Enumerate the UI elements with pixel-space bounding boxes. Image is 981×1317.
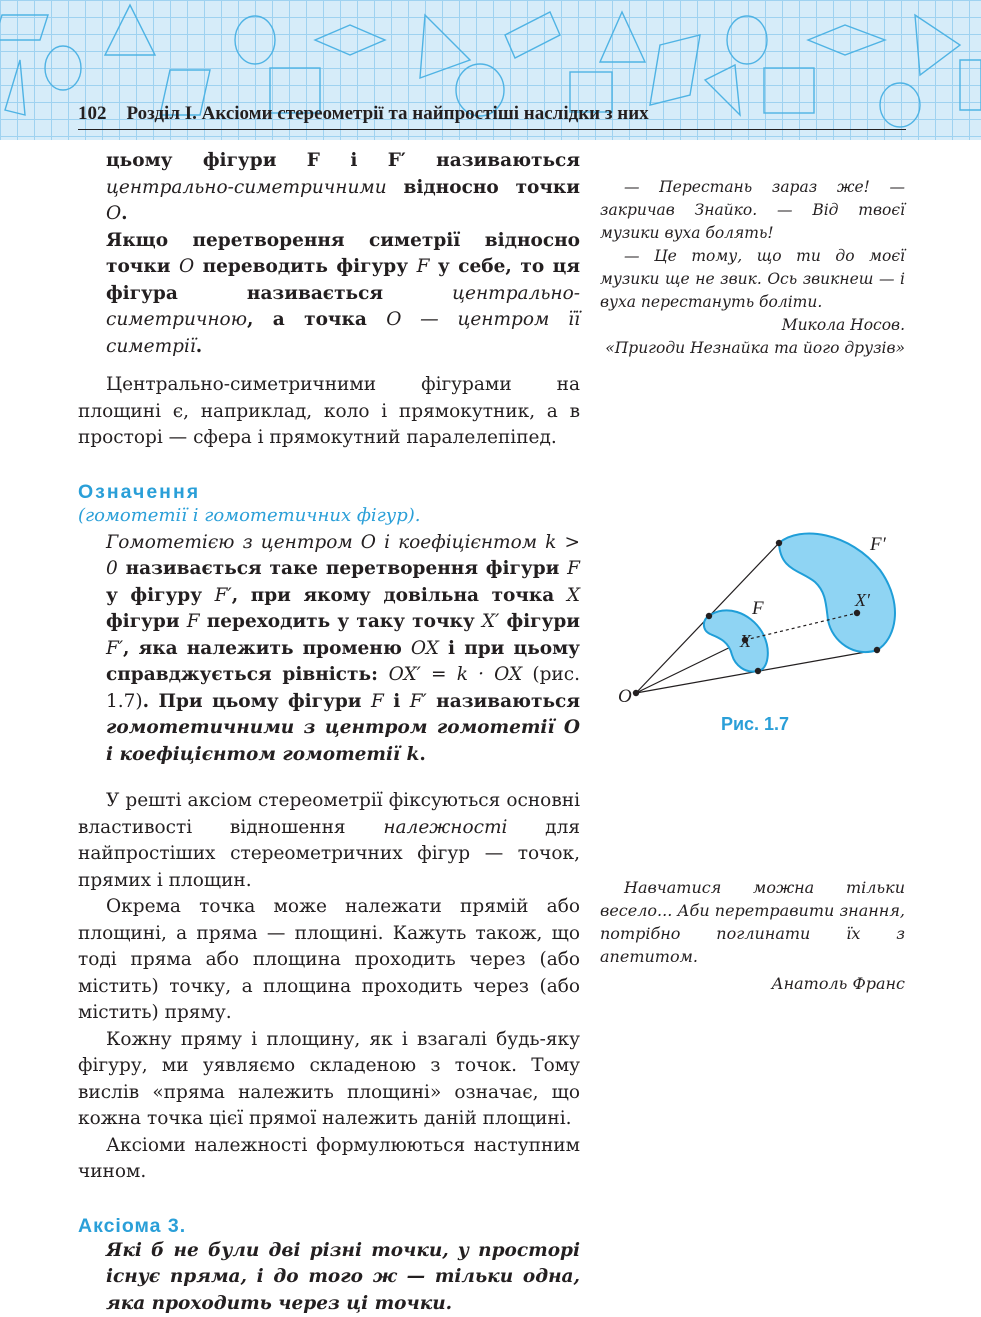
intro-text: . (196, 336, 202, 357)
definition-subtitle: (гомотетії і гомотетичних фігур). (78, 504, 580, 528)
def-text: називається таке перетворення фігури (118, 558, 567, 579)
page-number: 102 (78, 103, 107, 124)
paragraph-examples: Центрально-симетричними фігурами на площині є, наприклад, коло і прямокутник, а в просторі — сфера і прямокутний паралелепіпед. (78, 372, 580, 452)
figure-f: F (417, 256, 430, 277)
axiom-title: Аксіома 3. (78, 1214, 580, 1238)
point-o: O (179, 256, 194, 277)
point-o-dot (633, 690, 639, 696)
intro-definition-block (78, 148, 580, 360)
def-term-homothety: Гомотетією з центром O і коефіцієнтом k > 0 (106, 532, 580, 580)
def-text: фігури (499, 611, 580, 632)
def-symbol: F (371, 691, 384, 712)
intro-text: цьому фігури F і F′ називаються (106, 150, 580, 171)
definition-title: Означення (78, 480, 580, 504)
figure-homothety (600, 520, 910, 720)
quote-source: «Пригоди Незнайка та його друзів» (600, 337, 905, 360)
def-term-homothetic: гомотетичними з центром гомотетії O і коефіцієнтом гомотетії k (106, 717, 580, 765)
axiom-text: Які б не були дві різні точки, у просторі існує пряма, і до того ж — тільки одна, яка проходить через ці точки. (78, 1238, 580, 1317)
intro-text: відносно точки (387, 177, 580, 198)
def-text: , яка належить променю (123, 638, 411, 659)
running-head (78, 101, 906, 130)
quote-line: Навчатися можна тільки весело... Аби перетравити знання, потрібно поглинати їх з апетитом. (600, 876, 905, 968)
def-text: фігури (106, 611, 187, 632)
intro-text: у себе, то ця фігура називається (106, 256, 580, 304)
term-centrally-symmetric: центрально-симетричними (106, 177, 387, 198)
def-symbol: F (567, 558, 580, 579)
para-text: У решті аксіом стереометрії фіксуються основні властивості відношення (78, 790, 580, 838)
figure-f-shape (704, 610, 768, 671)
paragraph-made-of-points: Кожну пряму і площину, як і взагалі будь-яку фігуру, ми уявляємо складеною з точок. Тому вислів «пряма належить площині» означає, що кожна точка цієї прямої належить даній площині. (78, 1027, 580, 1133)
def-text: . (419, 744, 425, 765)
label-f: F (751, 598, 764, 619)
term-centrally-symmetric-figure: центрально-симетричною (106, 283, 580, 331)
def-text: називаються (427, 691, 580, 712)
def-text: і (384, 691, 410, 712)
figure-caption: Рис. 1.7 (600, 714, 910, 735)
point-dot (755, 668, 761, 674)
def-symbol: X′ (482, 611, 499, 632)
intro-text: переводить фігуру (194, 256, 416, 277)
def-symbol: F′ (410, 691, 427, 712)
def-symbol: F (187, 611, 200, 632)
point-dot (706, 613, 712, 619)
intro-text: , а точка (247, 309, 386, 330)
def-text: . При цьому фігури (143, 691, 371, 712)
point-o: O (106, 203, 121, 224)
intro-text: Якщо перетворення симетрії відносно точки (106, 230, 580, 278)
def-text: у фігуру (106, 585, 215, 606)
intro-text: . (121, 203, 127, 224)
paragraph-point-line: Окрема точка може належати прямій або площині, а пряма — площині. Кажуть також, що тоді пряма або площина проходить через (або містить) точку, а площина проходить через (або містить) пряму. (78, 894, 580, 1027)
def-symbol: OX (411, 638, 439, 659)
paragraph-belonging (78, 788, 580, 894)
label-x: X (739, 631, 752, 651)
quote-line: — Перестань зараз же! — закричав Знайко. — Від твоєї музики вуха болять! (600, 176, 905, 245)
point-dot (776, 540, 782, 546)
def-symbol: F′ (215, 585, 232, 606)
def-text: , при якому довільна точка (232, 585, 567, 606)
def-text: переходить у таку точку (200, 611, 482, 632)
term-center-of-symmetry: O — центром її симетрії (106, 309, 580, 357)
point-dot (874, 647, 880, 653)
label-f-prime: F′ (869, 534, 887, 555)
section-heading: Розділ І. Аксіоми стереометрії та найпростіші наслідки з них (127, 103, 649, 124)
def-equation: OX′ = k · OX (389, 664, 523, 685)
paragraph-axioms-intro: Аксіоми належності формулюються наступним чином. (78, 1133, 580, 1186)
para-text: для найпростіших стереометричних фігур — точок, прямих і площин. (78, 817, 580, 891)
label-x-prime: X′ (854, 590, 871, 610)
header-band (0, 0, 981, 140)
def-symbol: X (567, 585, 580, 606)
term-belonging: належності (383, 817, 507, 838)
quote-author: Анатоль Франс (600, 972, 905, 995)
point-x-prime-dot (854, 610, 860, 616)
quote-nosov (600, 176, 905, 360)
def-text: і при цьому справджується рівність: (106, 638, 580, 686)
definition-body (78, 530, 580, 769)
def-symbol: F′ (106, 638, 123, 659)
quote-france (600, 876, 905, 995)
quote-author: Микола Носов. (600, 314, 905, 337)
main-column (78, 148, 580, 1317)
label-o: O (618, 686, 632, 707)
quote-line: — Це тому, що ти до моєї музики ще не звик. Ось звикнеш — і вуха перестануть боліти. (600, 245, 905, 314)
figure-reference: (рис. 1.7) (106, 664, 580, 712)
